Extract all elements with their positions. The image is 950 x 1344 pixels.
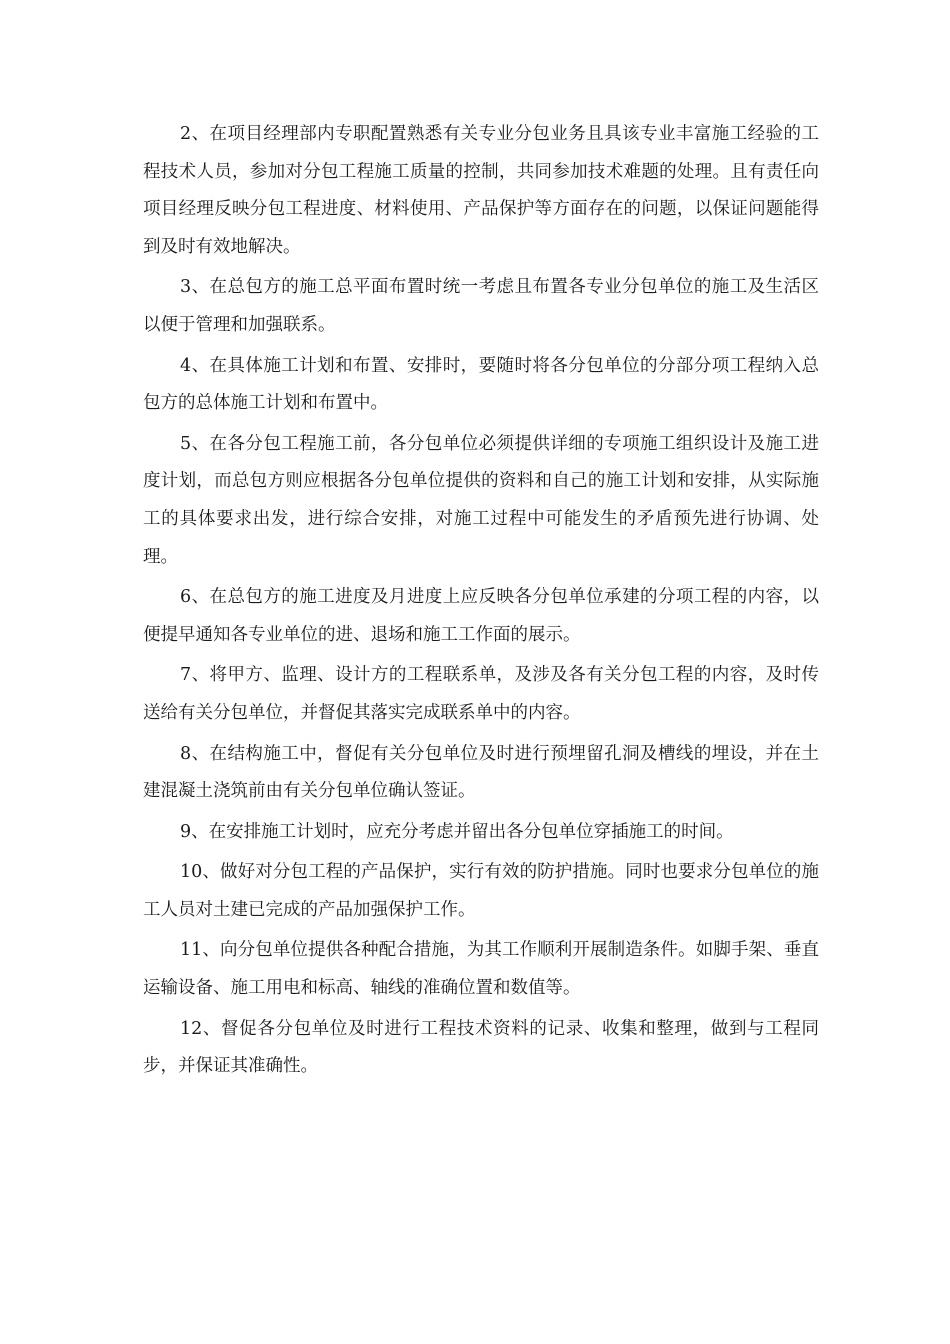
paragraph-item-3: 3、在总包方的施工总平面布置时统一考虑且布置各专业分包单位的施工及生活区以便于管理和加强联系。	[143, 277, 819, 335]
paragraph-item-8: 8、在结构施工中，督促有关分包单位及时进行预埋留孔洞及槽线的埋设，并在土建混凝土浇筑前由有关分包单位确认签证。	[143, 743, 819, 802]
paragraph-item-4: 4、在具体施工计划和布置、安排时，要随时将各分包单位的分部分项工程纳入总包方的总体施工计划和布置中。	[143, 355, 819, 414]
paragraph-item-12: 12、督促各分包单位及时进行工程技术资料的记录、收集和整理，做到与工程同步，并保证其准确性。	[143, 1018, 819, 1077]
paragraph-item-10: 10、做好对分包工程的产品保护，实行有效的防护措施。同时也要求分包单位的施工人员对土建已完成的产品加强保护工作。	[143, 862, 819, 920]
paragraph-item-6: 6、在总包方的施工进度及月进度上应反映各分包单位承建的分项工程的内容，以便提早通知各专业单位的进、退场和施工工作面的展示。	[143, 587, 819, 645]
paragraph-item-5: 5、在各分包工程施工前，各分包单位必须提供详细的专项施工组织设计及施工进度计划，而总包方则应根据各分包单位提供的资料和自己的施工计划和安排，从实际施工的具体要求出发，进行综合安排，对施工过程中可能发生的矛盾预先进行协调、处理。	[143, 433, 819, 567]
paragraph-item-2: 2、在项目经理部内专职配置熟悉有关专业分包业务且具该专业丰富施工经验的工程技术人员，参加对分包工程施工质量的控制，共同参加技术难题的处理。且有责任向项目经理反映分包工程进度、材料使用、产品保护等方面存在的问题，以保证问题能得到及时有效地解决。	[143, 124, 819, 257]
paragraph-item-11: 11、向分包单位提供各种配合措施，为其工作顺利开展制造条件。如脚手架、垂直运输设备、施工用电和标高、轴线的准确位置和数值等。	[143, 940, 819, 999]
paragraph-item-7: 7、将甲方、监理、设计方的工程联系单，及涉及各有关分包工程的内容，及时传送给有关分包单位，并督促其落实完成联系单中的内容。	[143, 665, 819, 723]
document-body	[143, 116, 819, 1089]
paragraph-item-9: 9、在安排施工计划时，应充分考虑并留出各分包单位穿插施工的时间。	[180, 821, 734, 842]
